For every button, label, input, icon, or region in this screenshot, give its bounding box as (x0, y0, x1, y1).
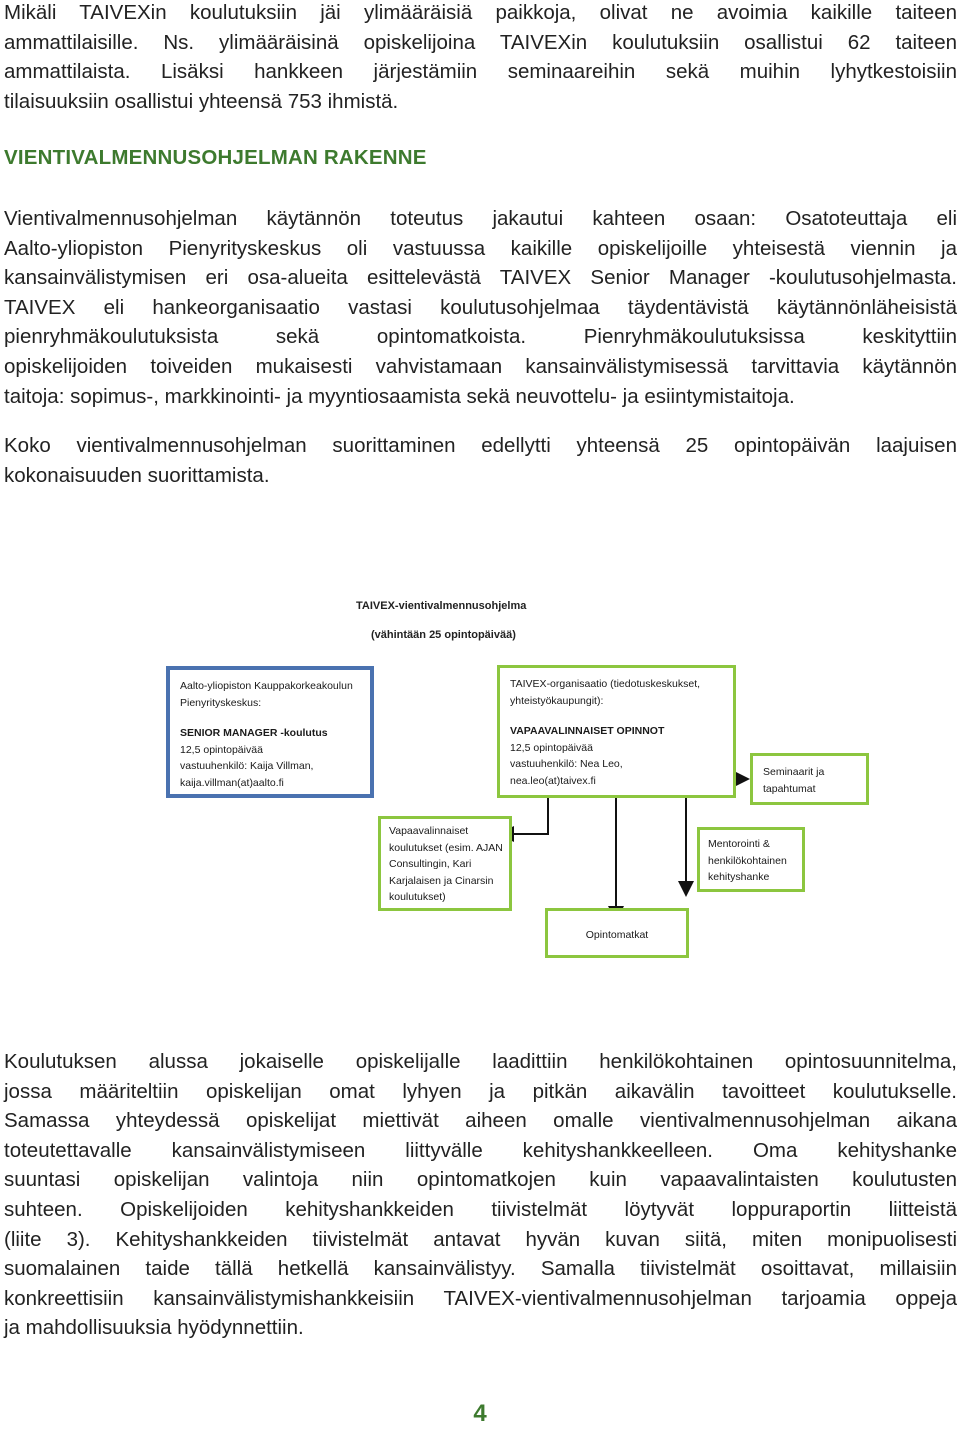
section-heading: VIENTIVALMENNUSOHJELMAN RAKENNE (4, 146, 427, 169)
text-line: taitoja: sopimus-, markkinointi- ja myyntiosaamista sekä neuvottelu- ja esiintymistaitoja. (4, 384, 795, 408)
box-text: Karjalaisen ja Cinarsin (389, 874, 494, 887)
box-text: Pienyrityskeskus: (180, 696, 262, 709)
text-line: opiskelijoiden toiveiden mukaisesti vahvistamaan kansainvälistymisessä tarvittavia käytännön (4, 354, 957, 378)
text-line: ammattilaista. Lisäksi hankkeen järjestämiin seminaareihin sekä muihin lyhytkestoisiin (4, 60, 957, 84)
diagram-title: TAIVEX-vientivalmennusohjelma (356, 600, 527, 612)
taivex-electives-box (497, 665, 736, 798)
intro-paragraph (4, 0, 957, 116)
box-heading: VAPAAVALINNAISET OPINNOT (510, 725, 665, 737)
text-line: suuntasi opiskelijan valintoja niin opintomatkojen kuin vapaavalintaisten koulutusten (4, 1168, 957, 1192)
box-text: nea.leo(at)taivex.fi (510, 774, 596, 787)
box-text: 12,5 opintopäivää (180, 743, 263, 756)
box-text: koulutukset) (389, 891, 446, 903)
box-text: Aalto-yliopiston Kauppakorkeakoulun (180, 680, 353, 692)
text-line: ja mahdollisuuksia hyödynnettiin. (4, 1316, 304, 1340)
text-line: Mikäli TAIVEXin koulutuksiin jäi ylimääräisiä paikkoja, olivat ne avoimia kaikille taiteen (4, 1, 957, 24)
text-line: jossa määriteltiin opiskelijan omat lyhyen ja pitkän aikavälin tavoitteet koulutukselle. (4, 1079, 957, 1103)
box-text: kehityshanke (708, 871, 770, 883)
text-line: Koulutuksen alussa jokaiselle opiskelijalle laadittiin henkilökohtainen opintosuunnitelma, (4, 1050, 957, 1073)
text-line: tilaisuuksiin osallistui yhteensä 753 ihmistä. (4, 89, 399, 113)
text-line: Vientivalmennusohjelman käytännön toteutus jakautui kahteen osaan: Osatoteuttaja eli (4, 207, 957, 230)
box-text: Opintomatkat (585, 929, 649, 941)
requirement-paragraph (4, 431, 957, 490)
text-line: toteutettavalle kansainvälistymiseen liittyvälle kehityshankkeelleen. Oma kehityshanke (4, 1138, 957, 1162)
text-line: Aalto-yliopiston Pienyrityskeskus oli vastuussa kaikille opiskelijoille yhteisestä viennin ja (4, 236, 957, 260)
study-trips-box (545, 908, 689, 958)
text-line: Samassa yhteydessä opiskelijat miettivät aiheen omalle vientivalmennusohjelman aikana (4, 1109, 957, 1133)
box-text: vastuuhenkilö: Kaija Villman, (180, 760, 314, 772)
box-text: koulutukset (esim. AJAN (389, 841, 503, 854)
text-line: kokonaisuuden suorittamista. (4, 463, 270, 487)
box-text: TAIVEX-organisaatio (tiedotuskeskukset, (510, 678, 701, 690)
box-text: 12,5 opintopäivää (510, 741, 593, 754)
text-line: suomalainen taide tällä hetkellä kansainvälistyy. Samalla tiivistelmät osoittavat, millaisiin (4, 1257, 957, 1281)
text-line: ammattilaisille. Ns. ylimääräisinä opiskelijoina TAIVEXin koulutuksiin osallistui 62 taiteen (4, 30, 957, 54)
study-plan-paragraph (4, 1047, 957, 1343)
seminars-box (750, 753, 869, 805)
box-text: kaija.villman(at)aalto.fi (180, 776, 284, 789)
mentoring-box (697, 827, 805, 892)
text-line: Koko vientivalmennusohjelman suorittaminen edellytti yhteensä 25 opintopäivän laajuisen (4, 434, 957, 457)
box-text: Mentorointi & (708, 838, 770, 850)
text-line: pienryhmäkoulutuksista sekä opintomatkoista. Pienryhmäkoulutuksissa keskityttiin (4, 325, 957, 349)
diagram-subtitle: (vähintään 25 opintopäivää) (371, 629, 516, 641)
aalto-senior-manager-box (166, 666, 374, 798)
structure-paragraph (4, 204, 957, 411)
box-heading: SENIOR MANAGER -koulutus (180, 727, 328, 739)
box-text: vastuuhenkilö: Nea Leo, (510, 758, 623, 770)
text-line: konkreettisiin kansainvälistymishankkeisiin TAIVEX-vientivalmennusohjelman tarjoamia oppeja (4, 1286, 957, 1310)
text-line: suhteen. Opiskelijoiden kehityshankkeiden tiivistelmät löytyvät loppuraportin liitteistä (4, 1197, 957, 1221)
box-text: Consultingin, Kari (389, 858, 472, 870)
text-line: (liite 3). Kehityshankkeiden tiivistelmät antavat hyvän kuvan siitä, miten monipuolisesti (4, 1227, 957, 1251)
box-text: tapahtumat (763, 782, 816, 795)
box-text: yhteistyökaupungit): (510, 694, 604, 707)
box-text: henkilökohtainen (708, 854, 787, 867)
text-line: kansainvälistymisen eri osa-alueita esittelevästä TAIVEX Senior Manager -koulutusohjelmasta. (4, 266, 957, 290)
box-text: Vapaavalinnaiset (389, 825, 469, 837)
text-line: TAIVEX eli hankeorganisaatio vastasi koulutusohjelmaa täydentävistä käytännönläheisistä (4, 295, 957, 319)
page-number: 4 (473, 1400, 487, 1427)
box-text: Seminaarit ja (763, 766, 825, 778)
elective-trainings-box (378, 816, 512, 911)
